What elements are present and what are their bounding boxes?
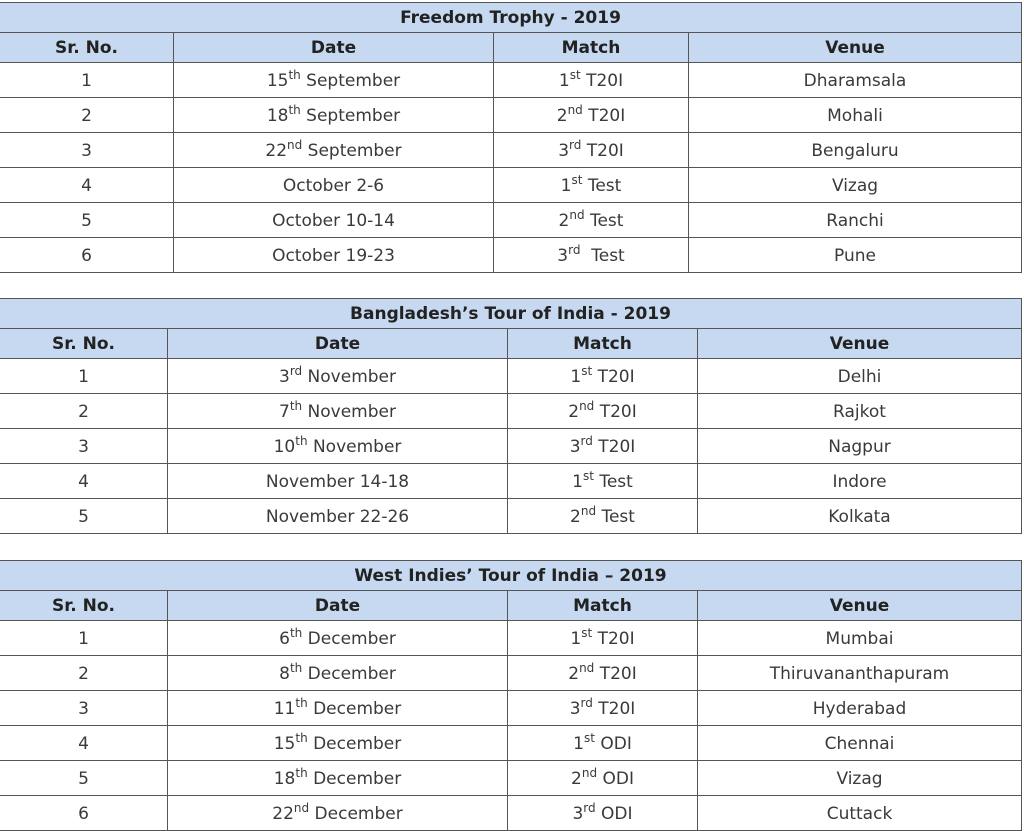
venue-cell: Ranchi — [689, 203, 1022, 238]
date-cell: 18th September — [174, 98, 494, 133]
match-cell: 3rd T20I — [508, 429, 698, 464]
match-cell: 1st Test — [508, 464, 698, 499]
sr-cell: 3 — [0, 429, 168, 464]
table-row — [0, 98, 1022, 133]
header-match: Match — [508, 329, 698, 359]
sr-cell: 4 — [0, 726, 168, 761]
table-row — [0, 796, 1022, 831]
table-row — [0, 394, 1022, 429]
venue-cell: Hyderabad — [698, 691, 1022, 726]
table-row — [0, 761, 1022, 796]
sr-cell: 2 — [0, 98, 174, 133]
match-cell: 1st T20I — [508, 359, 698, 394]
match-cell: 2nd T20I — [508, 394, 698, 429]
venue-cell: Rajkot — [698, 394, 1022, 429]
sr-cell: 6 — [0, 238, 174, 273]
table-row — [0, 499, 1022, 534]
sr-cell: 4 — [0, 168, 174, 203]
venue-cell: Chennai — [698, 726, 1022, 761]
venue-cell: Thiruvananthapuram — [698, 656, 1022, 691]
date-cell: 6th December — [168, 621, 508, 656]
table-row — [0, 238, 1022, 273]
table-row — [0, 726, 1022, 761]
sr-cell: 5 — [0, 203, 174, 238]
match-cell: 3rd T20I — [494, 133, 689, 168]
header-date: Date — [168, 591, 508, 621]
match-cell: 1st T20I — [508, 621, 698, 656]
table-title: Freedom Trophy - 2019 — [0, 3, 1022, 33]
date-cell: November 14-18 — [168, 464, 508, 499]
date-cell: 22nd December — [168, 796, 508, 831]
sr-cell: 1 — [0, 359, 168, 394]
date-cell: 8th December — [168, 656, 508, 691]
date-cell: 22nd September — [174, 133, 494, 168]
date-cell: 10th November — [168, 429, 508, 464]
date-cell: 15th September — [174, 63, 494, 98]
table-title-row — [0, 3, 1022, 33]
venue-cell: Mumbai — [698, 621, 1022, 656]
venue-cell: Dharamsala — [689, 63, 1022, 98]
sr-cell: 2 — [0, 394, 168, 429]
sr-cell: 5 — [0, 761, 168, 796]
header-date: Date — [174, 33, 494, 63]
match-cell: 2nd Test — [494, 203, 689, 238]
sr-cell: 1 — [0, 63, 174, 98]
date-cell: 15th December — [168, 726, 508, 761]
match-cell: 3rd Test — [494, 238, 689, 273]
venue-cell: Pune — [689, 238, 1022, 273]
table-title: Bangladesh’s Tour of India - 2019 — [0, 299, 1022, 329]
table-row — [0, 429, 1022, 464]
venue-cell: Indore — [698, 464, 1022, 499]
match-cell: 2nd Test — [508, 499, 698, 534]
freedom-trophy-table — [0, 2, 1022, 273]
date-cell: 18th December — [168, 761, 508, 796]
match-cell: 2nd ODI — [508, 761, 698, 796]
date-cell: October 2-6 — [174, 168, 494, 203]
table-row — [0, 656, 1022, 691]
sr-cell: 6 — [0, 796, 168, 831]
venue-cell: Nagpur — [698, 429, 1022, 464]
header-venue: Venue — [698, 329, 1022, 359]
venue-cell: Kolkata — [698, 499, 1022, 534]
header-sr-no: Sr. No. — [0, 591, 168, 621]
date-cell: 7th November — [168, 394, 508, 429]
match-cell: 1st T20I — [494, 63, 689, 98]
header-date: Date — [168, 329, 508, 359]
venue-cell: Cuttack — [698, 796, 1022, 831]
match-cell: 1st ODI — [508, 726, 698, 761]
bangladesh-tour-table — [0, 298, 1022, 534]
table-row — [0, 168, 1022, 203]
column-header-row — [0, 33, 1022, 63]
match-cell: 3rd T20I — [508, 691, 698, 726]
table-row — [0, 63, 1022, 98]
match-cell: 3rd ODI — [508, 796, 698, 831]
date-cell: 3rd November — [168, 359, 508, 394]
sr-cell: 3 — [0, 691, 168, 726]
sr-cell: 3 — [0, 133, 174, 168]
table-title-row — [0, 561, 1022, 591]
table-row — [0, 203, 1022, 238]
table-title-row — [0, 299, 1022, 329]
header-sr-no: Sr. No. — [0, 329, 168, 359]
match-cell: 2nd T20I — [508, 656, 698, 691]
table-row — [0, 621, 1022, 656]
column-header-row — [0, 329, 1022, 359]
date-cell: October 19-23 — [174, 238, 494, 273]
header-match: Match — [494, 33, 689, 63]
date-cell: 11th December — [168, 691, 508, 726]
table-row — [0, 691, 1022, 726]
header-venue: Venue — [698, 591, 1022, 621]
column-header-row — [0, 591, 1022, 621]
date-cell: October 10-14 — [174, 203, 494, 238]
date-cell: November 22-26 — [168, 499, 508, 534]
table-row — [0, 359, 1022, 394]
venue-cell: Vizag — [698, 761, 1022, 796]
table-row — [0, 464, 1022, 499]
venue-cell: Delhi — [698, 359, 1022, 394]
header-venue: Venue — [689, 33, 1022, 63]
table-title: West Indies’ Tour of India – 2019 — [0, 561, 1022, 591]
venue-cell: Vizag — [689, 168, 1022, 203]
match-cell: 1st Test — [494, 168, 689, 203]
sr-cell: 5 — [0, 499, 168, 534]
match-cell: 2nd T20I — [494, 98, 689, 133]
table-row — [0, 133, 1022, 168]
header-match: Match — [508, 591, 698, 621]
sr-cell: 2 — [0, 656, 168, 691]
sr-cell: 4 — [0, 464, 168, 499]
venue-cell: Bengaluru — [689, 133, 1022, 168]
sr-cell: 1 — [0, 621, 168, 656]
venue-cell: Mohali — [689, 98, 1022, 133]
west-indies-tour-table — [0, 560, 1022, 831]
header-sr-no: Sr. No. — [0, 33, 174, 63]
